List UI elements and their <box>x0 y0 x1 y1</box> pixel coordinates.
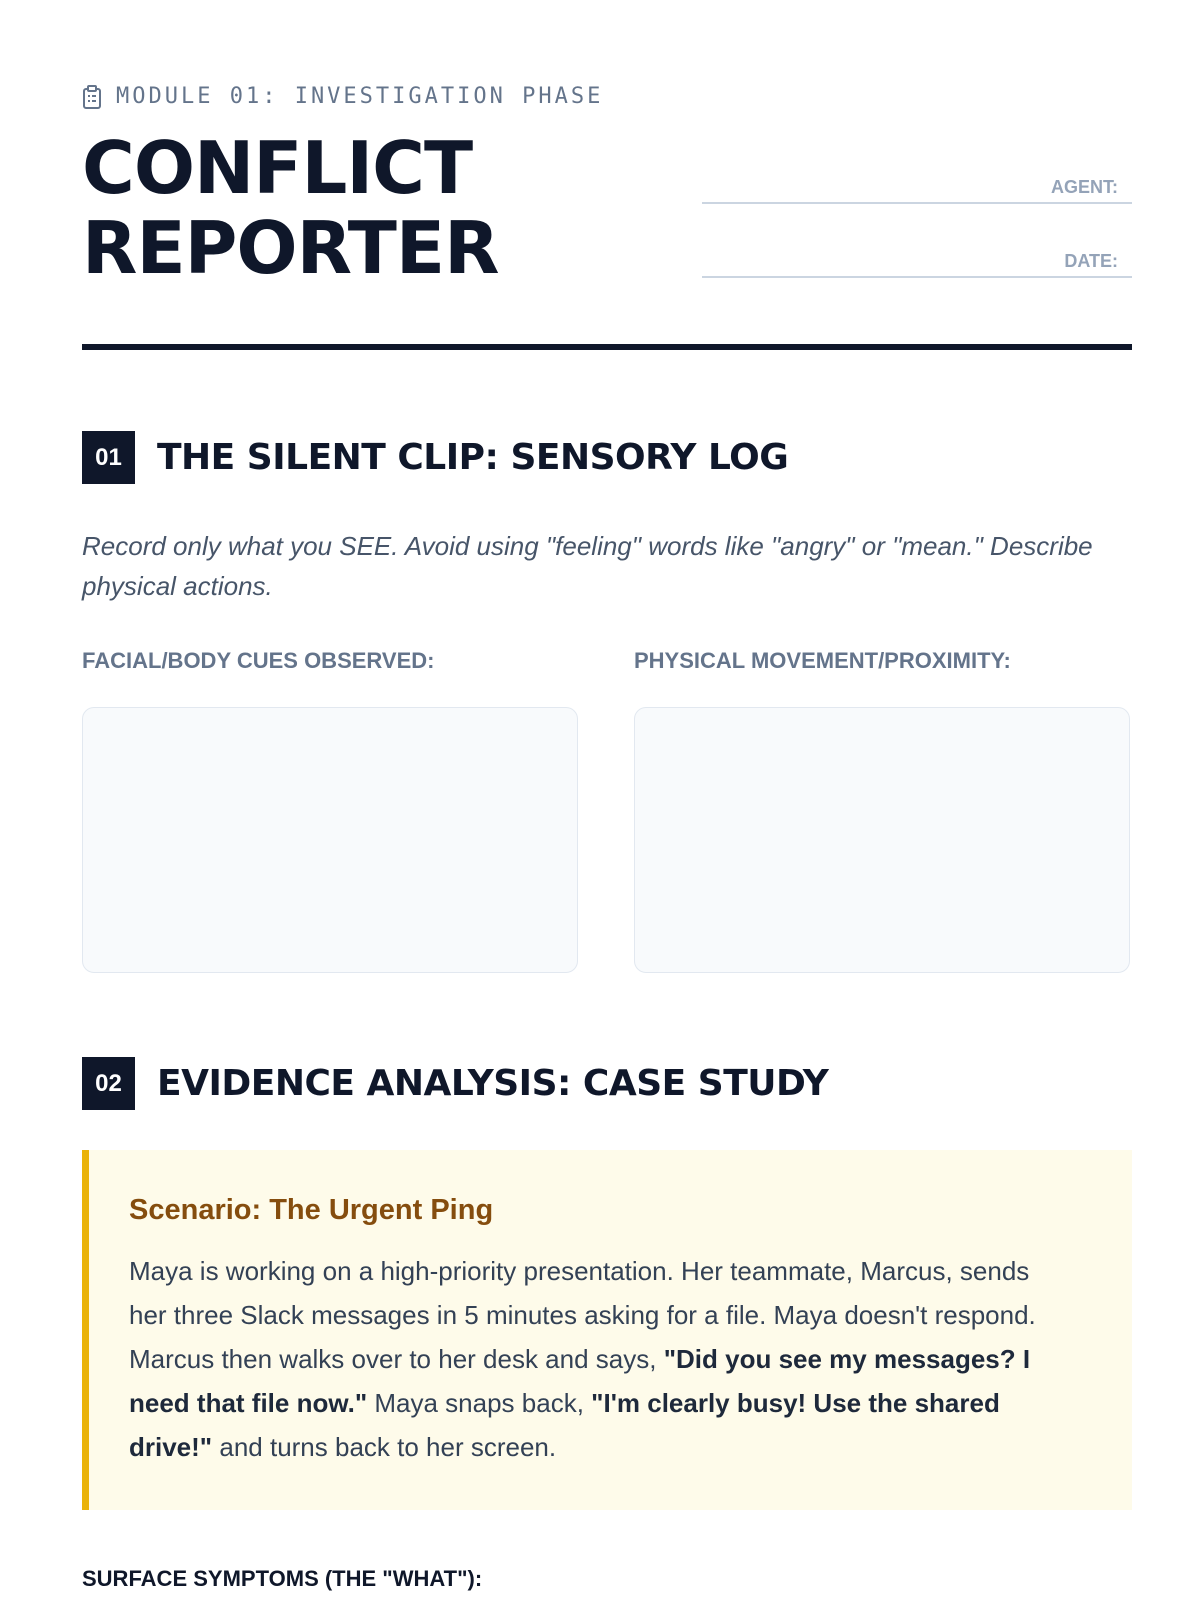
surface-symptoms-label: SURFACE SYMPTOMS (THE "WHAT"): <box>82 1566 483 1591</box>
agent-label: AGENT: <box>1051 177 1118 197</box>
agent-field[interactable] <box>702 172 1132 204</box>
movement-box[interactable] <box>634 707 1130 973</box>
scenario-card <box>82 1150 1132 1510</box>
scenario-quote-2: "I'm clearly busy! Use the shared drive!" <box>129 1388 1000 1462</box>
module-label: MODULE 01: INVESTIGATION PHASE <box>116 84 604 109</box>
section-2-heading <box>82 1057 828 1110</box>
date-field[interactable] <box>702 246 1132 278</box>
clipboard-icon <box>82 85 102 109</box>
scenario-text-part-1: Maya is working on a high-priority presentation. Her teammate, Marcus, sends her three Slack messages in 5 minutes asking for a file. Maya doesn't respond. Marcus then walks over to her desk and says, <box>129 1256 1036 1374</box>
page-title <box>82 128 499 288</box>
facial-cues-label: FACIAL/BODY CUES OBSERVED: <box>82 648 435 673</box>
section-1-number: 01 <box>82 431 135 484</box>
module-line <box>82 84 603 109</box>
section-2-number: 02 <box>82 1057 135 1110</box>
scenario-text-part-3: and turns back to her screen. <box>212 1432 557 1462</box>
header-divider <box>82 344 1132 350</box>
title-line-2: REPORTER <box>82 206 499 290</box>
scenario-title: Scenario: The Urgent Ping <box>129 1194 494 1226</box>
section-1-title: THE SILENT CLIP: SENSORY LOG <box>157 437 789 478</box>
scenario-text-part-2: Maya snaps back, <box>367 1388 592 1418</box>
section-1-heading <box>82 431 788 484</box>
date-label: DATE: <box>1064 251 1118 271</box>
section-2-title: EVIDENCE ANALYSIS: CASE STUDY <box>157 1063 829 1104</box>
facial-cues-box[interactable] <box>82 707 578 973</box>
title-line-1: CONFLICT <box>82 126 473 210</box>
movement-label: PHYSICAL MOVEMENT/PROXIMITY: <box>634 648 1011 673</box>
section-1-instructions: Record only what you SEE. Avoid using "feeling" words like "angry" or "mean." Describe physical actions. <box>82 531 1093 601</box>
scenario-quote-1: "Did you see my messages? I need that file now." <box>129 1344 1031 1418</box>
scenario-text <box>129 1249 1062 1469</box>
